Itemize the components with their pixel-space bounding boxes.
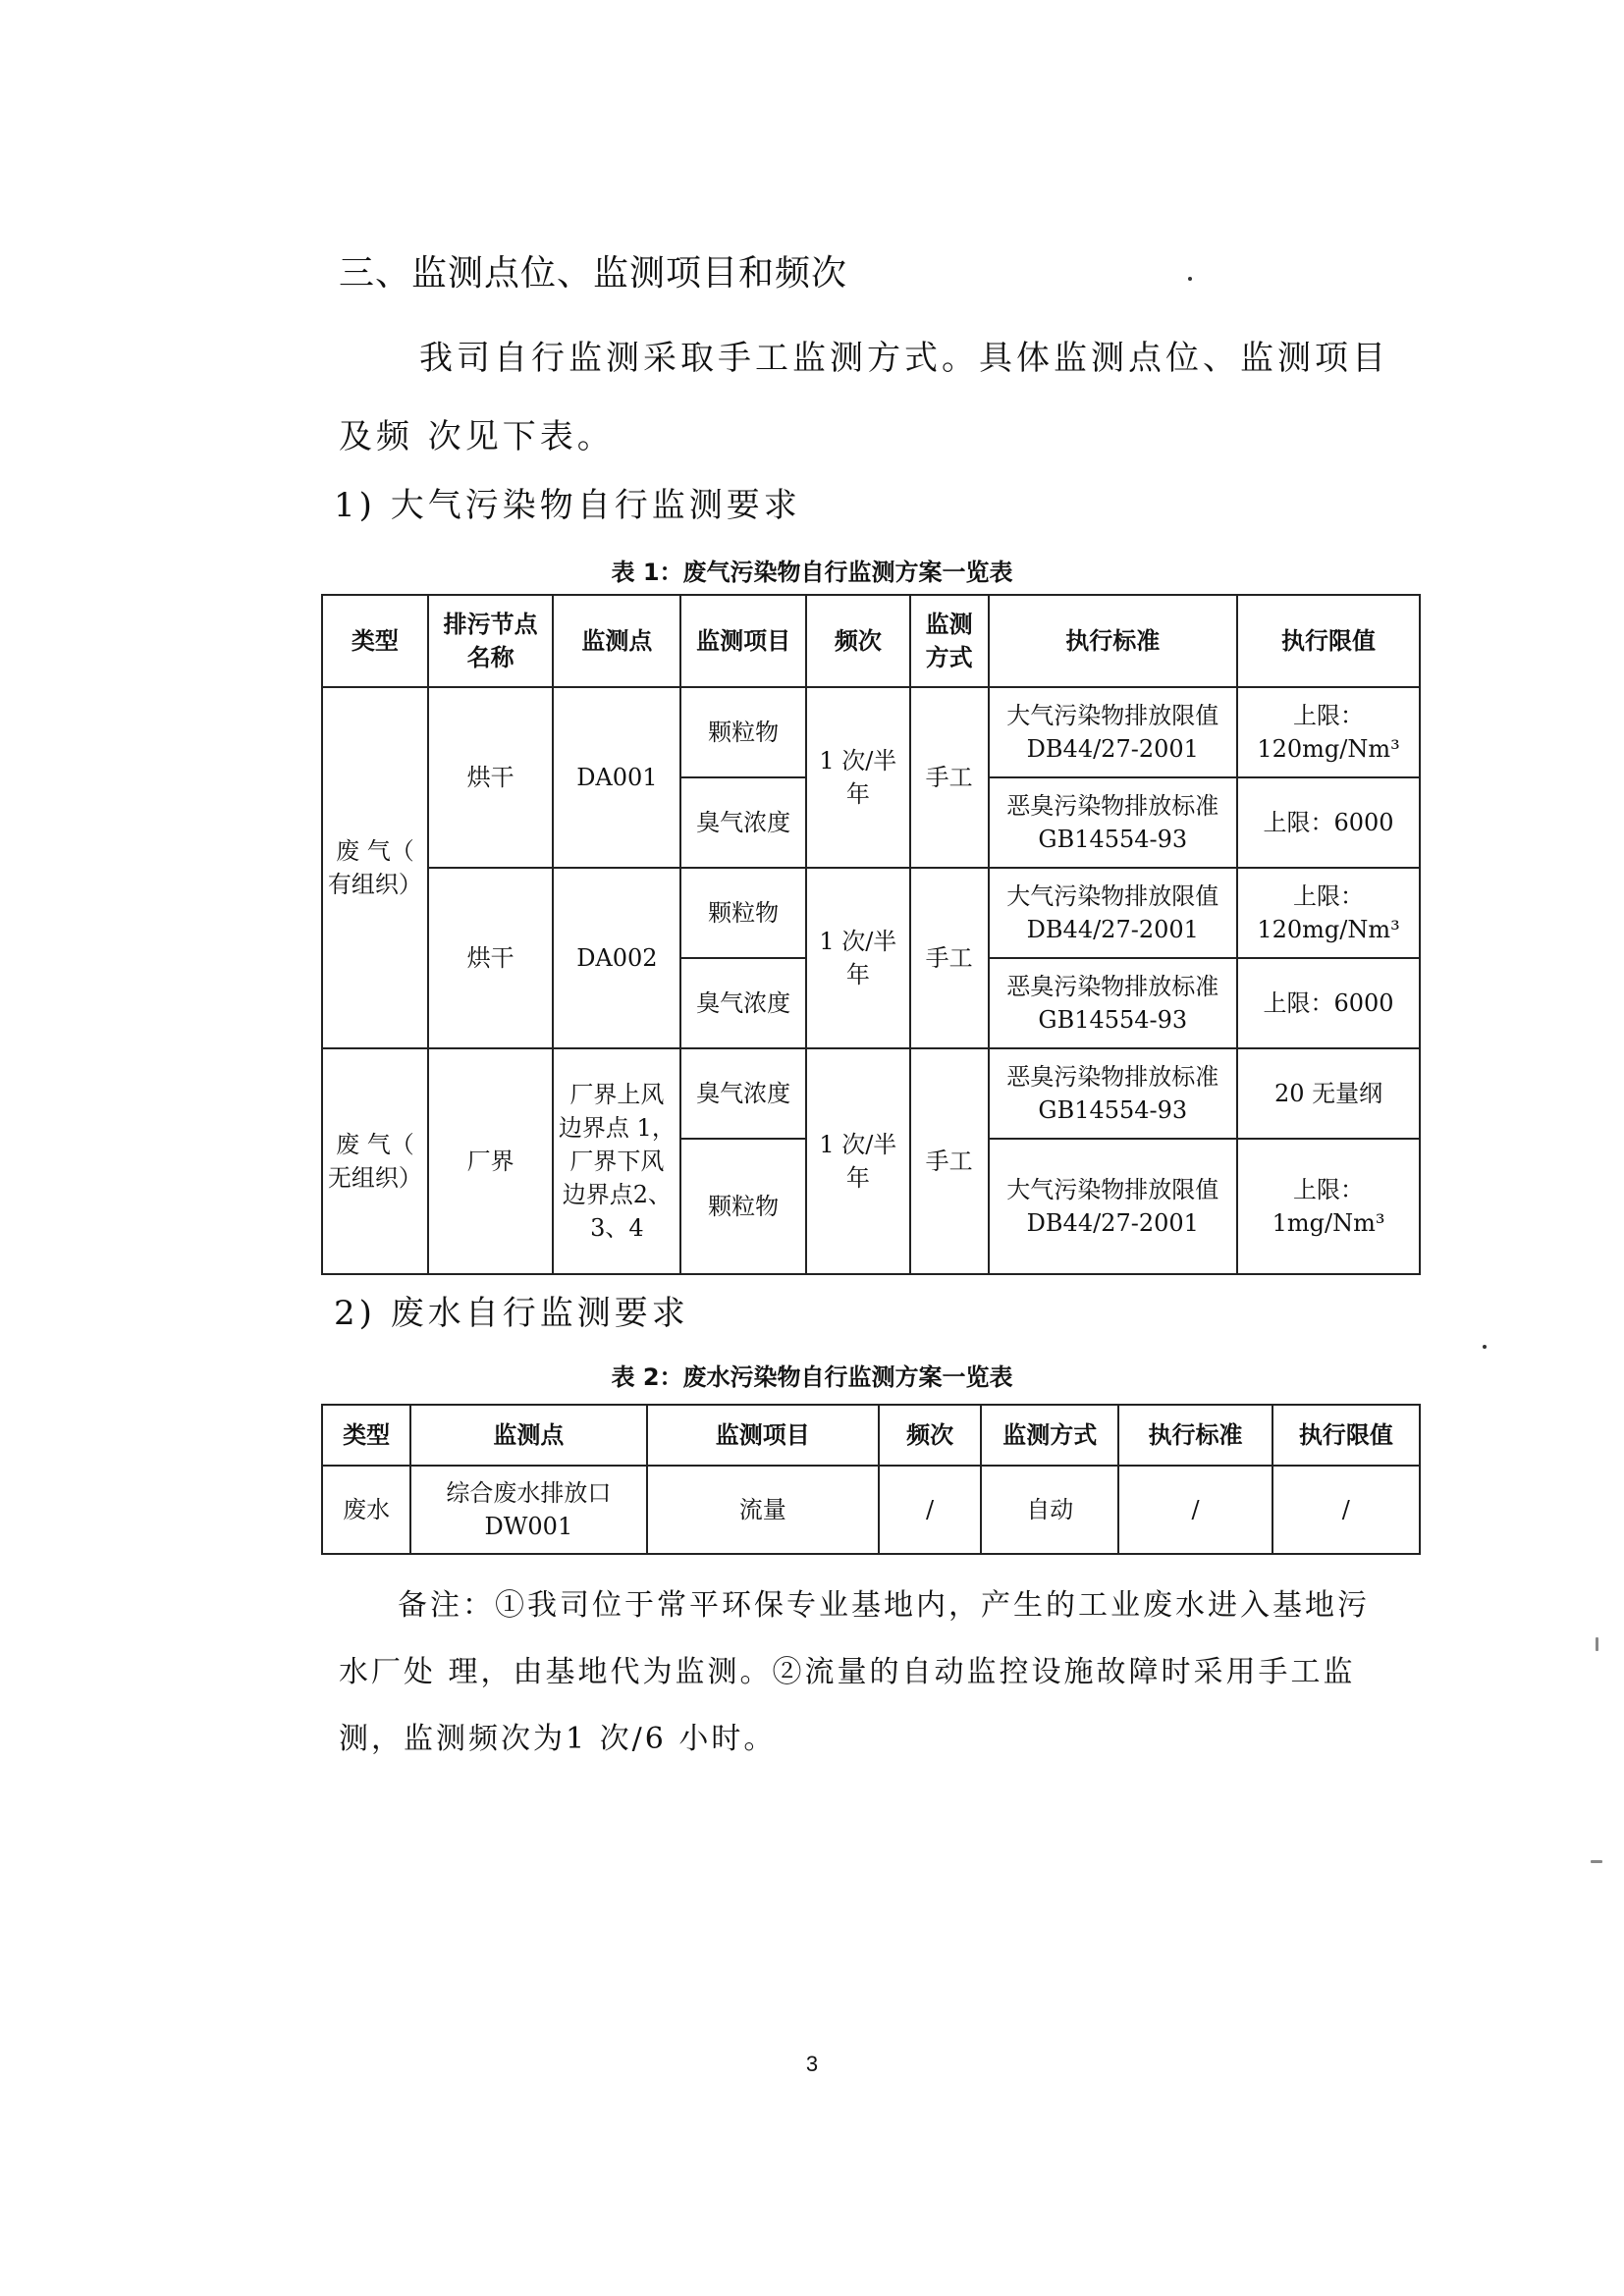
item-cell: 颗粒物 <box>680 687 806 777</box>
point-cell: 综合废水排放口 DW001 <box>410 1466 646 1554</box>
limit-cell: 上限：6000 <box>1237 958 1420 1048</box>
node-cell: 烘干 <box>428 687 554 868</box>
air-monitoring-table <box>321 594 1421 1275</box>
subsection-air: 1) 大气污染物自行监测要求 <box>334 486 801 525</box>
table-row <box>322 868 1420 958</box>
intro-paragraph: 我司自行监测采取手工监测方式。具体监测点位、监测项目及频 次见下表。 <box>339 339 1389 456</box>
freq-cell: 1 次/半年 <box>806 687 910 868</box>
freq-cell: / <box>879 1466 981 1554</box>
header-cell: 类型 <box>322 1405 410 1466</box>
header-cell: 监测方式 <box>910 595 989 687</box>
header-cell: 执行标准 <box>1118 1405 1272 1466</box>
limit-cell: 上限：120mg/Nm³ <box>1237 868 1420 958</box>
freq-cell: 1 次/半年 <box>806 868 910 1048</box>
method-cell: 手工 <box>910 687 989 868</box>
header-cell: 监测项目 <box>680 595 806 687</box>
point-cell: DA001 <box>553 687 680 868</box>
point-cell: DA002 <box>553 868 680 1048</box>
item-cell: 臭气浓度 <box>680 958 806 1048</box>
header-cell: 类型 <box>322 595 428 687</box>
section-title: 三、监测点位、监测项目和频次 <box>339 253 848 294</box>
header-cell: 执行标准 <box>989 595 1238 687</box>
item-cell: 臭气浓度 <box>680 1048 806 1139</box>
table1-caption: 表 1：废气污染物自行监测方案一览表 <box>611 559 1013 586</box>
header-cell: 监测项目 <box>647 1405 879 1466</box>
footnote: 备注：①我司位于常平环保专业基地内，产生的工业废水进入基地污水厂处 理，由基地代为监测。②流量的自动监控设施故障时采用手工监测，监测频次为1 次/6 小时。 <box>339 1588 1370 1756</box>
item-cell: 颗粒物 <box>680 868 806 958</box>
standard-cell: 恶臭污染物排放标准 GB14554-93 <box>989 777 1238 868</box>
type-cell: 废 气（ 无组织） <box>322 1048 428 1274</box>
header-cell: 监测点 <box>553 595 680 687</box>
scan-speck <box>1188 277 1192 281</box>
point-cell: 厂界上风边界点 1，厂界下风边界点2、3、4 <box>553 1048 680 1274</box>
header-cell: 排污节点名称 <box>428 595 554 687</box>
standard-cell: 恶臭污染物排放标准 GB14554-93 <box>989 958 1238 1048</box>
limit-cell: 上限：1mg/Nm³ <box>1237 1139 1420 1274</box>
item-cell: 臭气浓度 <box>680 777 806 868</box>
standard-cell: 大气污染物排放限值 DB44/27-2001 <box>989 687 1238 777</box>
standard-cell: 大气污染物排放限值 DB44/27-2001 <box>989 868 1238 958</box>
method-cell: 自动 <box>981 1466 1118 1554</box>
page-number: 3 <box>805 2052 819 2076</box>
table-header-row <box>322 595 1420 687</box>
standard-cell: 恶臭污染物排放标准 GB14554-93 <box>989 1048 1238 1139</box>
table-row <box>322 687 1420 777</box>
item-cell: 流量 <box>647 1466 879 1554</box>
method-cell: 手工 <box>910 868 989 1048</box>
freq-cell: 1 次/半年 <box>806 1048 910 1274</box>
type-cell: 废 气（ 有组织） <box>322 687 428 1048</box>
water-monitoring-table <box>321 1404 1421 1555</box>
method-cell: 手工 <box>910 1048 989 1274</box>
header-cell: 执行限值 <box>1272 1405 1420 1466</box>
subsection-water: 2) 废水自行监测要求 <box>334 1294 689 1333</box>
limit-cell: 20 无量纲 <box>1237 1048 1420 1139</box>
node-cell: 厂界 <box>428 1048 554 1274</box>
standard-cell: 大气污染物排放限值 DB44/27-2001 <box>989 1139 1238 1274</box>
node-cell: 烘干 <box>428 868 554 1048</box>
scan-speck <box>1591 1860 1602 1863</box>
table-header-row <box>322 1405 1420 1466</box>
scan-speck <box>1483 1345 1487 1349</box>
header-cell: 执行限值 <box>1237 595 1420 687</box>
limit-cell: 上限：6000 <box>1237 777 1420 868</box>
type-cell: 废水 <box>322 1466 410 1554</box>
header-cell: 频次 <box>806 595 910 687</box>
table-row <box>322 1466 1420 1554</box>
header-cell: 频次 <box>879 1405 981 1466</box>
scan-speck <box>1596 1637 1598 1651</box>
table-row <box>322 1048 1420 1139</box>
header-cell: 监测点 <box>410 1405 646 1466</box>
standard-cell: / <box>1118 1466 1272 1554</box>
limit-cell: 上限：120mg/Nm³ <box>1237 687 1420 777</box>
table2-caption: 表 2：废水污染物自行监测方案一览表 <box>611 1363 1013 1391</box>
item-cell: 颗粒物 <box>680 1139 806 1274</box>
header-cell: 监测方式 <box>981 1405 1118 1466</box>
limit-cell: / <box>1272 1466 1420 1554</box>
